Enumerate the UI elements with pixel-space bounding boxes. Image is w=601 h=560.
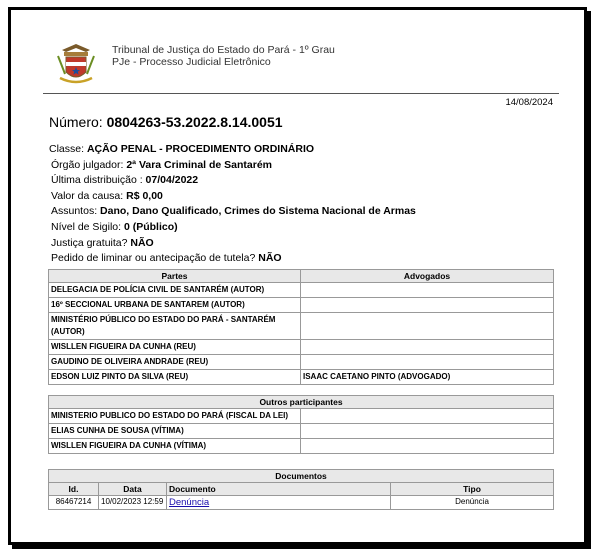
document-cell — [167, 496, 391, 510]
system-name: PJe - Processo Judicial Eletrônico — [112, 56, 271, 68]
table-row — [49, 313, 554, 340]
parte-name: GAUDINO DE OLIVEIRA ANDRADE (REU) — [49, 355, 301, 370]
field-orgao: Órgão julgador: 2ª Vara Criminal de Santarém — [51, 158, 273, 171]
outros-participantes-table — [48, 395, 554, 454]
field-assuntos: Assuntos: Dano, Dano Qualificado, Crimes do Sistema Nacional de Armas — [51, 205, 416, 218]
field-classe: Classe: AÇÃO PENAL - PROCEDIMENTO ORDINÁRIO — [49, 143, 315, 155]
documentos-table — [48, 469, 554, 510]
column-documento: Documento — [167, 483, 391, 496]
advogado-name — [301, 283, 554, 298]
institution-text — [112, 44, 335, 68]
parte-name: MINISTÉRIO PÚBLICO DO ESTADO DO PARÁ - SANTARÉM (AUTOR) — [49, 313, 301, 340]
process-number — [49, 114, 283, 130]
partes-table — [48, 269, 554, 385]
field-valor: Valor da causa: R$ 0,00 — [51, 189, 163, 202]
column-id: Id. — [49, 483, 99, 496]
column-data: Data — [99, 483, 167, 496]
field-distribuicao: Última distribuição : 07/04/2022 — [51, 174, 199, 187]
document-link[interactable]: Denúncia — [169, 497, 210, 508]
outros-header: Outros participantes — [49, 396, 554, 409]
table-row — [49, 298, 554, 313]
empty-cell — [301, 424, 554, 439]
header-divider — [43, 93, 559, 94]
table-row — [49, 370, 554, 385]
advogado-name — [301, 313, 554, 340]
advogado-name — [301, 340, 554, 355]
field-liminar: Pedido de liminar ou antecipação de tutela? NÃO — [51, 252, 282, 265]
process-number-label: Número: — [49, 114, 103, 130]
participante-name: MINISTERIO PUBLICO DO ESTADO DO PARÁ (FISCAL DA LEI) — [49, 409, 301, 424]
column-tipo: Tipo — [391, 483, 554, 496]
process-fields — [49, 142, 416, 267]
participante-name: WISLLEN FIGUEIRA DA CUNHA (VÍTIMA) — [49, 439, 301, 454]
parte-name: DELEGACIA DE POLÍCIA CIVIL DE SANTARÉM (AUTOR) — [49, 283, 301, 298]
parte-name: WISLLEN FIGUEIRA DA CUNHA (REU) — [49, 340, 301, 355]
participante-name: ELIAS CUNHA DE SOUSA (VÍTIMA) — [49, 424, 301, 439]
table-row — [49, 439, 554, 454]
coat-of-arms-icon — [56, 42, 96, 88]
advogados-header: Advogados — [301, 270, 554, 283]
table-row — [49, 496, 554, 510]
document-id: 86467214 — [49, 496, 99, 510]
table-row — [49, 355, 554, 370]
partes-header: Partes — [49, 270, 301, 283]
process-number-value: 0804263-53.2022.8.14.0051 — [106, 114, 283, 130]
advogado-name — [301, 298, 554, 313]
table-row — [49, 424, 554, 439]
parte-name: EDSON LUIZ PINTO DA SILVA (REU) — [49, 370, 301, 385]
empty-cell — [301, 439, 554, 454]
empty-cell — [301, 409, 554, 424]
table-row — [49, 283, 554, 298]
advogado-name: ISAAC CAETANO PINTO (ADVOGADO) — [301, 370, 554, 385]
parte-name: 16º SECCIONAL URBANA DE SANTAREM (AUTOR) — [49, 298, 301, 313]
advogado-name — [301, 355, 554, 370]
table-row — [49, 409, 554, 424]
table-row — [49, 340, 554, 355]
document-date: 10/02/2023 12:59 — [99, 496, 167, 510]
documentos-header: Documentos — [49, 470, 554, 483]
document-type: Denúncia — [391, 496, 554, 510]
court-name: Tribunal de Justiça do Estado do Pará - 1º Grau — [112, 44, 335, 56]
print-date: 14/08/2024 — [505, 97, 553, 108]
field-justica: Justiça gratuita? NÃO — [51, 236, 154, 249]
field-sigilo: Nível de Sigilo: 0 (Público) — [51, 220, 178, 233]
